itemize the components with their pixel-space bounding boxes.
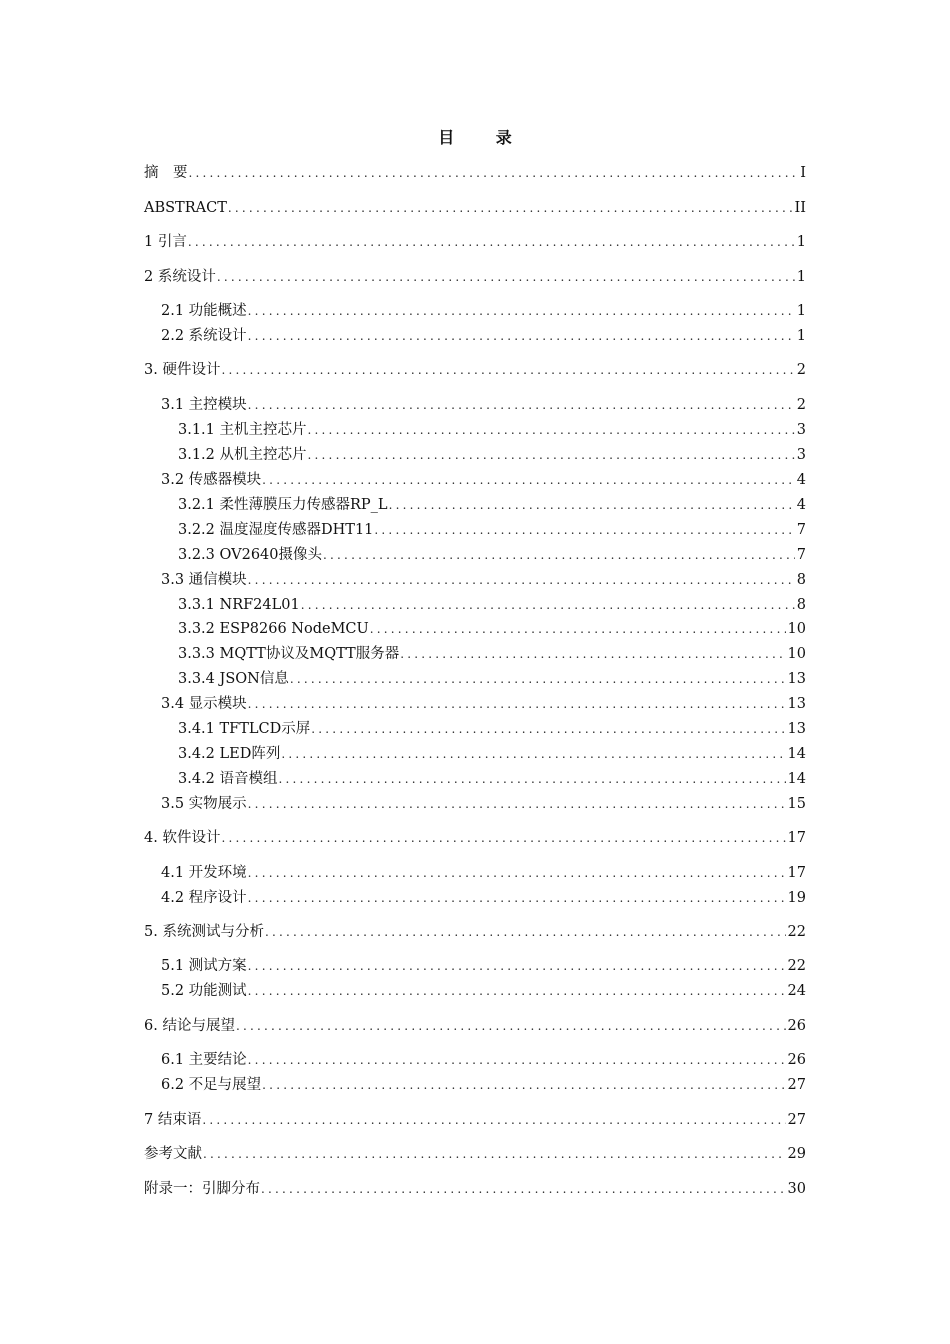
dot-leader [389,494,795,516]
toc-entry-page: 15 [787,796,806,812]
toc-entry-page: 2 [796,397,806,413]
toc-entry-title: 摘 要 [144,165,188,181]
toc-entry-page: 26 [787,1052,806,1068]
toc-entry-page: 14 [787,771,806,787]
dot-leader [248,325,795,347]
toc-entry[interactable] [144,1109,806,1131]
toc-entry-page: I [800,165,806,181]
dot-leader [248,887,786,909]
toc-entry-title: 4.1 开发环境 [161,865,247,881]
dot-leader [248,569,795,591]
toc-entry[interactable] [161,569,806,591]
toc-entry-page: 8 [796,597,806,613]
toc-entry-title: 3.5 实物展示 [161,796,247,812]
dot-leader [248,1049,786,1071]
toc-entry-title: 3.2.1 柔性薄膜压力传感器RP_L [178,497,388,513]
toc-entry-title: 2 系统设计 [144,269,216,285]
toc-entry-page: 2 [796,362,806,378]
toc-entry-page: 22 [787,924,806,940]
toc-entry-title: 3.3 通信模块 [161,572,247,588]
dot-leader [262,469,795,491]
dot-leader [236,1015,786,1037]
toc-entry-title: 6.2 不足与展望 [161,1077,262,1093]
toc-entry-page: 3 [796,447,806,463]
dot-leader [323,544,795,566]
toc-entry-title: 2.1 功能概述 [161,303,247,319]
toc-entry-title: 3.4.2 语音模组 [178,771,278,787]
toc-entry[interactable] [161,693,806,715]
toc-entry-title: 6. 结论与展望 [144,1018,235,1034]
toc-entry-title: 3.2.2 温度湿度传感器DHT11 [178,522,374,538]
toc-entry-page: 19 [787,890,806,906]
toc-entry-page: 13 [787,671,806,687]
toc-entry-title: 3.4.2 LED阵列 [178,746,281,762]
toc-entry[interactable] [178,419,806,441]
toc-entry[interactable] [161,793,806,815]
toc-entry-title: 3. 硬件设计 [144,362,221,378]
toc-entry-title: 3.3.1 NRF24L01 [178,597,300,613]
toc-entry[interactable] [144,1015,806,1037]
toc-entry-page: 7 [796,522,806,538]
toc-entry-title: 5. 系统测试与分析 [144,924,264,940]
dot-leader [308,419,795,441]
toc-entry-title: 参考文献 [144,1146,202,1162]
toc-entry-page: 1 [796,269,806,285]
toc-title: 目 录 [438,128,530,147]
toc-entry-page: 1 [796,303,806,319]
toc-entry[interactable] [178,594,806,616]
dot-leader [311,718,785,740]
dot-leader [261,1178,786,1200]
toc-entry[interactable] [144,827,806,849]
toc-entry-title: 4.2 程序设计 [161,890,247,906]
toc-entry[interactable] [144,1143,806,1165]
toc-entry[interactable] [144,231,806,253]
dot-leader [202,1109,785,1131]
dot-leader [248,394,795,416]
toc-entry[interactable] [161,980,806,1002]
toc-entry[interactable] [161,469,806,491]
dot-leader [221,827,785,849]
dot-leader [290,668,786,690]
dot-leader [221,359,794,381]
toc-entry-title: 2.2 系统设计 [161,328,247,344]
toc-entry[interactable] [178,668,806,690]
dot-leader [248,300,795,322]
toc-entry[interactable] [144,266,806,288]
dot-leader [248,793,786,815]
dot-leader [301,594,795,616]
toc-entry-title: 3.1.1 主机主控芯片 [178,422,307,438]
toc-entry-page: 17 [787,865,806,881]
dot-leader [374,519,794,541]
toc-entry[interactable] [178,718,806,740]
toc-entry[interactable] [144,162,806,184]
dot-leader [248,862,786,884]
toc-entry-title: 5.1 测试方案 [161,958,247,974]
dot-leader [248,980,786,1002]
toc-entry-page: 30 [787,1181,806,1197]
toc-entry-page: 1 [796,234,806,250]
toc-entry-title: 3.4.1 TFTLCD示屏 [178,721,311,737]
toc-entry[interactable] [178,444,806,466]
toc-entry[interactable] [178,494,806,516]
toc-entry-title: 3.3.2 ESP8266 NodeMCU [178,621,369,637]
toc-entry-title: 5.2 功能测试 [161,983,247,999]
toc-entry[interactable] [161,300,806,322]
toc-entry-page: 14 [787,746,806,762]
toc-entry-page: 10 [787,621,806,637]
dot-leader [228,197,793,219]
dot-leader [400,643,785,665]
dot-leader [308,444,795,466]
toc-entry[interactable] [144,1178,806,1200]
toc-entry-page: 1 [796,328,806,344]
toc-entry[interactable] [144,197,806,219]
dot-leader [262,1074,785,1096]
toc-entry[interactable] [161,862,806,884]
toc-entry-page: 8 [796,572,806,588]
toc-entry[interactable] [144,921,806,943]
dot-leader [203,1143,786,1165]
toc-entry[interactable] [161,394,806,416]
toc-entry-title: ABSTRACT [144,200,227,216]
toc-entry[interactable] [178,618,806,640]
toc-entry[interactable] [161,887,806,909]
toc-entry-page: 29 [787,1146,806,1162]
dot-leader [188,231,795,253]
toc-entry-title: 6.1 主要结论 [161,1052,247,1068]
toc-entry[interactable] [178,768,806,790]
dot-leader [248,693,786,715]
toc-entry-title: 3.3.3 MQTT协议及MQTT服务器 [178,646,400,662]
toc-entry-page: 4 [796,497,806,513]
toc-entry[interactable] [161,1049,806,1071]
toc-entry-title: 3.1 主控模块 [161,397,247,413]
toc-entry-title: 7 结束语 [144,1112,202,1128]
toc-entry-page: 27 [787,1077,806,1093]
toc-entry-page: 7 [796,547,806,563]
toc-entry-page: 10 [787,646,806,662]
dot-leader [248,955,786,977]
dot-leader [370,618,786,640]
toc-entry-page: 27 [787,1112,806,1128]
toc-entry-page: 13 [787,721,806,737]
toc-entry-page: 3 [796,422,806,438]
toc-entry[interactable] [161,1074,806,1096]
toc-entry-title: 3.3.4 JSON信息 [178,671,289,687]
toc-entry[interactable] [144,359,806,381]
toc-entry-title: 3.1.2 从机主控芯片 [178,447,307,463]
toc-entry-title: 3.4 显示模块 [161,696,247,712]
toc-entry-page: 22 [787,958,806,974]
toc-entry[interactable] [178,643,806,665]
toc-entry[interactable] [178,743,806,765]
toc-entry[interactable] [178,519,806,541]
toc-entry-title: 3.2.3 OV2640摄像头 [178,547,323,563]
toc-entry-title: 3.2 传感器模块 [161,472,262,488]
toc-entry[interactable] [178,544,806,566]
toc-entry-page: II [794,200,806,216]
toc-entry-title: 附录一：引脚分布 [144,1181,260,1197]
toc-entry-page: 13 [787,696,806,712]
dot-leader [189,162,799,184]
dot-leader [279,768,786,790]
dot-leader [265,921,786,943]
toc-entry-title: 4. 软件设计 [144,830,221,846]
toc-entry-title: 1 引言 [144,234,187,250]
dot-leader [217,266,795,288]
toc-entry-page: 24 [787,983,806,999]
toc-entry-page: 26 [787,1018,806,1034]
toc-entry[interactable] [161,955,806,977]
dot-leader [281,743,785,765]
toc-entry-page: 4 [796,472,806,488]
toc-entry-page: 17 [787,830,806,846]
toc-entry[interactable] [161,325,806,347]
